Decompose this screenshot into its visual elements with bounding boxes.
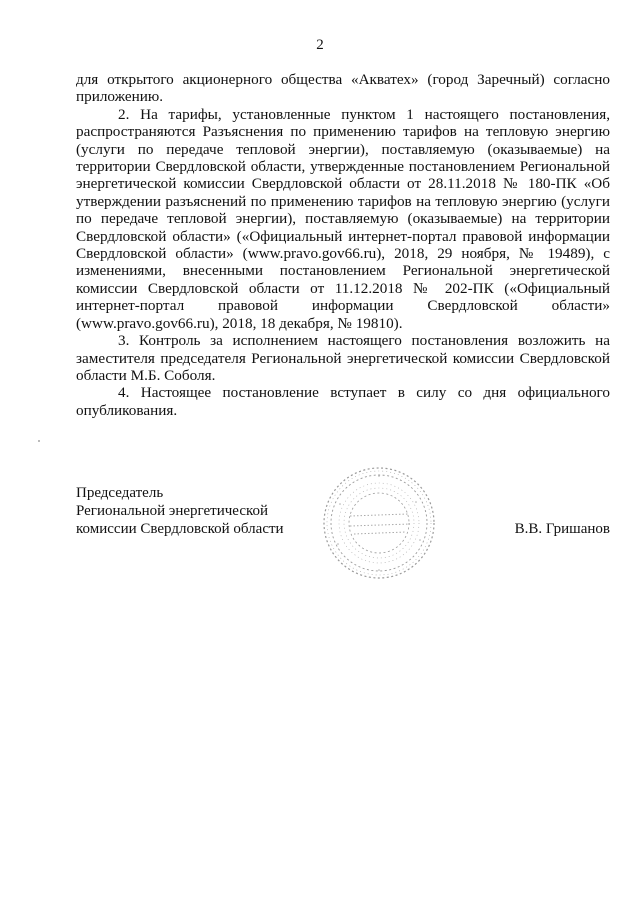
scan-speck <box>38 440 40 442</box>
signatory-title-block <box>76 484 284 538</box>
seal-graphic <box>320 464 438 582</box>
signatory-title-line-2: Региональной энергетической <box>76 503 269 519</box>
paragraph-3-control: 3. Контроль за исполнением настоящего постановления возложить на заместителя председателя Региональной энергетической комиссии Свердловской области М.Б. Соболя. <box>76 332 610 384</box>
signatory-title-line-1: Председатель <box>76 485 164 501</box>
paragraph-4-effective-date: 4. Настоящее постановление вступает в силу со дня официального опубликования. <box>76 384 610 419</box>
official-seal-stamp <box>320 464 438 582</box>
document-body <box>76 71 610 419</box>
page-number: 2 <box>316 37 324 53</box>
paragraph-intro: для открытого акционерного общества «Акватех» (город Заречный) согласно приложению. <box>76 71 610 106</box>
signatory-title-line-3: комиссии Свердловской области <box>76 521 284 537</box>
signatory-name: В.В. Гришанов <box>514 521 610 537</box>
paragraph-2-tariff-clarifications: 2. На тарифы, установленные пунктом 1 настоящего постановления, распространяются Разъяснения по применению тарифов на тепловую энергию (услуги по передаче тепловой энергии), поставляемую (оказываемые) на территории Свердловской области, утвержденные постановлением Региональной энергетической комиссии Свердловской области от 28.11.2018 № 180-ПК «Об утверждении разъяснений по применению тарифов на тепловую энергию (услуги по передаче тепловой энергии), поставляемую (оказываемые) на территории Свердловской области» («Официальный интернет-портал правовой информации Свердловской области» (www.pravo.gov66.ru), 2018, 29 ноября, № 19489), с изменениями, внесенными постановлением Региональной энергетической комиссии Свердловской области от 11.12.2018 № 202-ПК («Официальный интернет-портал правовой информации Свердловской области» (www.pravo.gov66.ru), 2018, 18 декабря, № 19810). <box>76 105 610 332</box>
